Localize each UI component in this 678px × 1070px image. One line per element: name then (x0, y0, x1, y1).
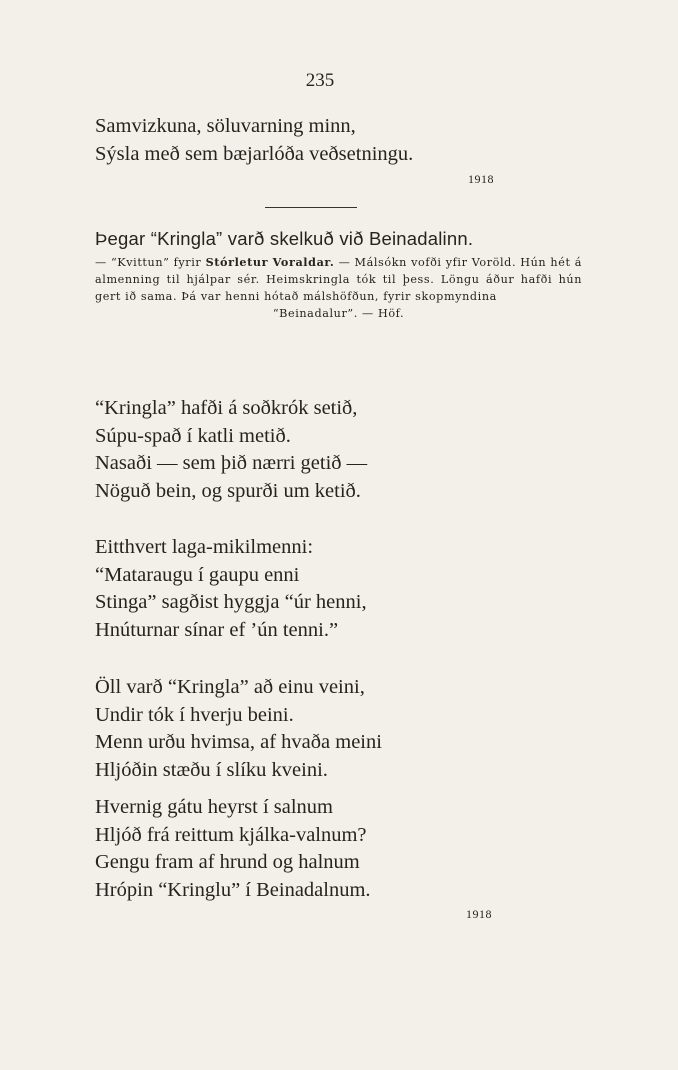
page-number: 235 (305, 70, 335, 91)
verse-line: Samvizkuna, söluvarning minn, (95, 115, 356, 137)
verse-line: Hvernig gátu heyrst í salnum (95, 796, 333, 818)
note-text: — Málsókn vofði yfir Voröld. Hún hét á almenning til hjálpar sér. Heimskringla tók til þess. Löngu áður hafði hún gert ið sama. Þá var henni hótað málshöfðun, fyrir skopmyndina (95, 256, 582, 303)
section-divider (265, 207, 357, 208)
verse-line: Undir tók í hverju beini. (95, 703, 294, 726)
verse-line: Eitthvert laga-mikilmenni: (95, 536, 314, 558)
verse-line: Súpu-spað í katli metið. (95, 424, 291, 447)
verse-line: “Kringla” hafði á soðkrók setið, (95, 397, 358, 419)
top-verse (95, 113, 413, 168)
verse-line: Hnúturnar sínar ef ’ún tenni.” (95, 618, 339, 641)
verse-line: Hljóð frá reittum kjálka-valnum? (95, 823, 367, 846)
note-bold: Stórletur Voraldar. (205, 255, 335, 269)
note-last-line: “Beinadalur”. — Höf. (272, 307, 405, 320)
verse-line: Öll varð “Kringla” að einu veini, (95, 676, 365, 698)
verse-line: Menn urðu hvimsa, af hvaða meini (95, 731, 382, 753)
poem-title: Þegar “Kringla” varð skelkuð við Beinadalinn. (95, 228, 474, 249)
verse-line: Stinga” sagðist hyggja “úr henni, (95, 591, 367, 613)
stanza-4 (95, 794, 371, 904)
stanza-3 (95, 674, 382, 784)
poem-note (95, 254, 582, 322)
verse-line: Nasaði — sem þið nærri getið — (95, 452, 368, 474)
verse-line: Sýsla með sem bæjarlóða veðsetningu. (95, 142, 414, 165)
end-year: 1918 (466, 907, 492, 921)
stanza-2 (95, 534, 367, 644)
verse-line: Hljóðin stæðu í slíku kveini. (95, 758, 328, 781)
verse-line: Hrópin “Kringlu” í Beinadalnum. (95, 878, 371, 901)
note-prefix: — “Kvittun” fyrir (95, 256, 206, 269)
top-verse-year: 1918 (468, 172, 494, 186)
verse-line: Nöguð bein, og spurði um ketið. (95, 479, 361, 502)
stanza-1 (95, 395, 367, 505)
verse-line: “Mataraugu í gaupu enni (95, 563, 300, 586)
verse-line: Gengu fram af hrund og halnum (95, 851, 360, 873)
